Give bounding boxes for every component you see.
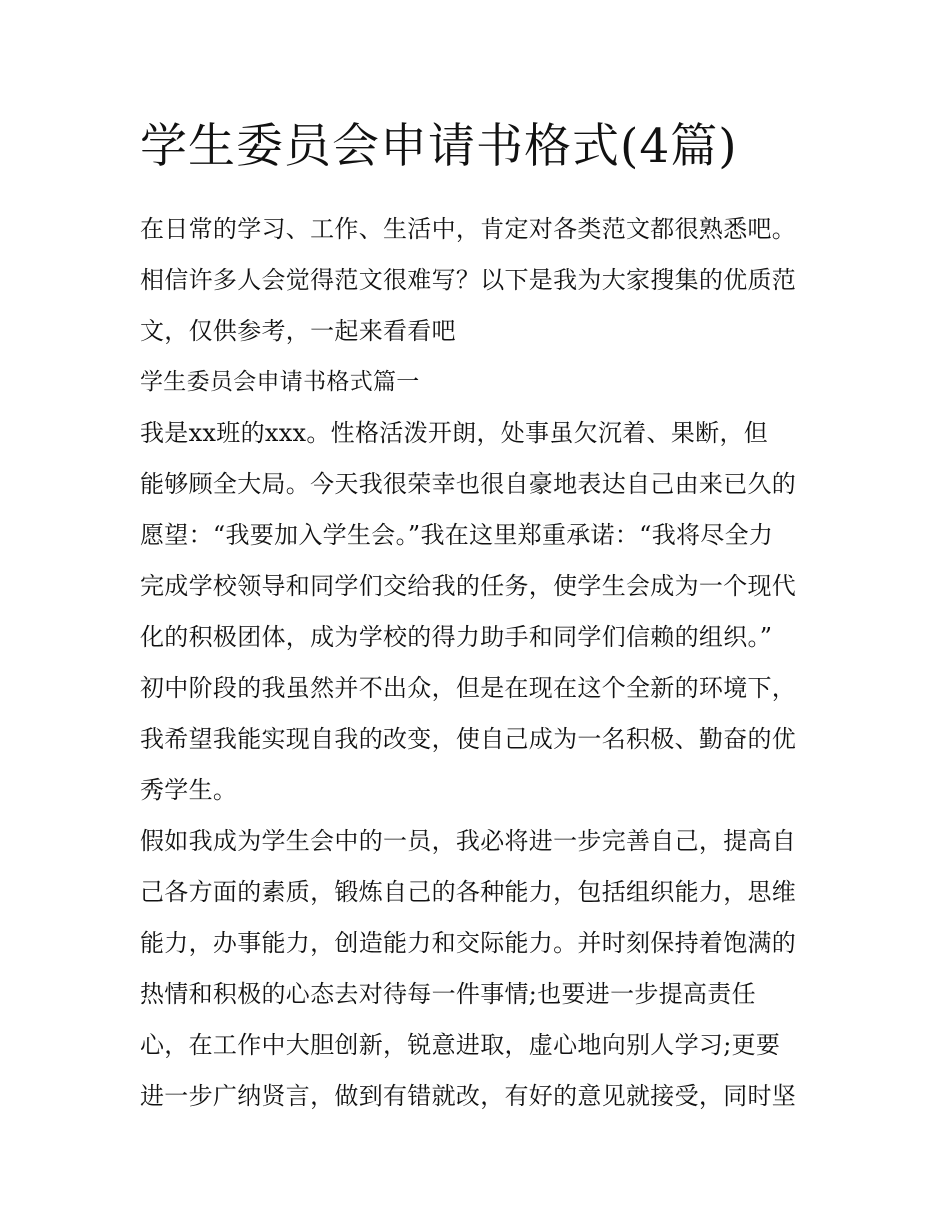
document-title: 学生委员会申请书格式(4篇) bbox=[140, 119, 738, 174]
text-line: 完成学校领导和同学们交给我的任务，使学生会成为一个现代 bbox=[140, 572, 797, 600]
text-line: 文，仅供参考，一起来看看吧 bbox=[140, 317, 456, 345]
document-page bbox=[140, 112, 820, 1122]
text-line: 秀学生。 bbox=[140, 776, 238, 804]
text-line: 进一步广纳贤言，做到有错就改，有好的意见就接受，同时坚 bbox=[140, 1082, 797, 1110]
text-line: 热情和积极的心态去对待每一件事情;也要进一步提高责任 bbox=[140, 980, 756, 1008]
text-line: 化的积极团体，成为学校的得力助手和同学们信赖的组织。” bbox=[140, 623, 773, 651]
text-line: 能够顾全大局。今天我很荣幸也很自豪地表达自己由来已久的 bbox=[140, 470, 797, 498]
text-line: 愿望：“我要加入学生会。”我在这里郑重承诺：“我将尽全力 bbox=[140, 521, 774, 549]
text-line: 我希望我能实现自我的改变，使自己成为一名积极、勤奋的优 bbox=[140, 725, 797, 753]
text-line: 假如我成为学生会中的一员，我必将进一步完善自己，提高自 bbox=[140, 827, 797, 855]
text-line: 我是xx班的xxx。性格活泼开朗，处事虽欠沉着、果断，但 bbox=[140, 419, 769, 447]
text-line: 己各方面的素质，锻炼自己的各种能力，包括组织能力，思维 bbox=[140, 878, 797, 906]
text-line: 相信许多人会觉得范文很难写？以下是我为大家搜集的优质范 bbox=[140, 266, 797, 294]
text-line: 初中阶段的我虽然并不出众，但是在现在这个全新的环境下， bbox=[140, 674, 797, 702]
paragraph-1 bbox=[140, 408, 820, 816]
text-line: 心，在工作中大胆创新，锐意进取，虚心地向别人学习;更要 bbox=[140, 1031, 781, 1059]
paragraph-2 bbox=[140, 816, 820, 1122]
intro-paragraph bbox=[140, 204, 820, 357]
text-line: 能力，办事能力，创造能力和交际能力。并时刻保持着饱满的 bbox=[140, 929, 797, 957]
section-heading: 学生委员会申请书格式篇一 bbox=[140, 369, 420, 395]
text-line: 在日常的学习、工作、生活中，肯定对各类范文都很熟悉吧。 bbox=[140, 215, 797, 243]
